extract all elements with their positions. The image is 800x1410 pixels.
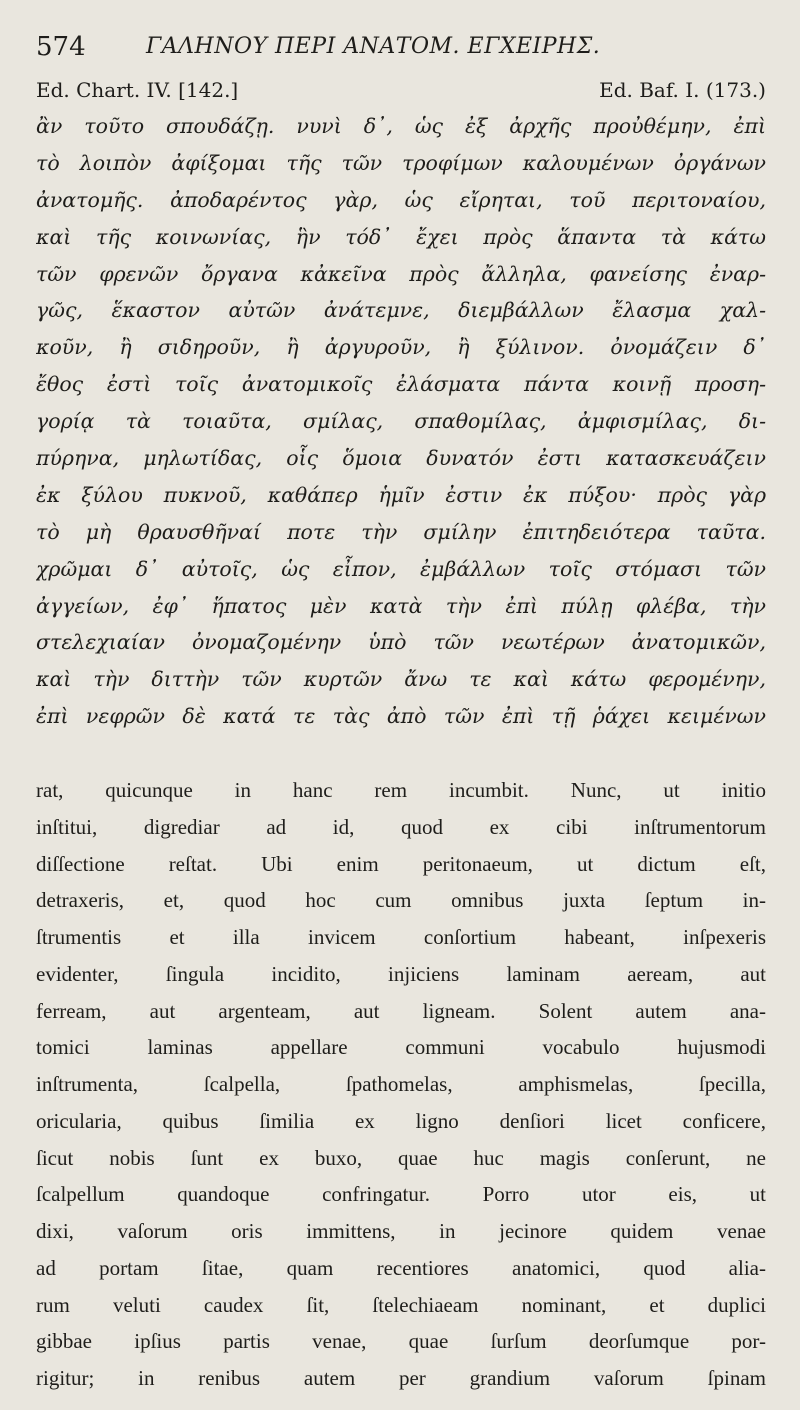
greek-text-line: ἔθος ἐστὶ τοῖς ἀνατομικοῖς ἐλάσματα πάντα κοινῇ προση- xyxy=(36,372,766,397)
latin-text-line: inſtitui, digrediar ad id, quod ex cibi inſtrumentorum xyxy=(36,814,766,839)
greek-text-line: τὸ μὴ θραυσθῆναί ποτε τὴν σμίλην ἐπιτηδειότερα ταῦτα. xyxy=(36,519,766,544)
latin-text-line: detraxeris, et, quod hoc cum omnibus juxta ſeptum in- xyxy=(36,888,766,913)
edition-chart-reference: Ed. Chart. IV. [142.] xyxy=(36,78,239,102)
greek-text-line: καὶ τῆς κοινωνίας, ἣν τόδ᾽ ἔχει πρὸς ἅπαντα τὰ κάτω xyxy=(36,224,766,249)
page-number: 574 xyxy=(36,32,86,62)
latin-text-line: ad portam ſitae, quam recentiores anatomici, quod alia- xyxy=(36,1255,766,1280)
latin-text-line: dixi, vaſorum oris immittens, in jecinore quidem venae xyxy=(36,1219,766,1243)
latin-text-line: ſcalpellum quandoque confringatur. Porro utor eis, ut xyxy=(36,1182,766,1207)
latin-text-line: tomici laminas appellare communi vocabulo hujusmodi xyxy=(36,1035,766,1060)
greek-text-line: γῶς, ἕκαστον αὐτῶν ἀνάτεμνε, διεμβάλλων ἔλασμα χαλ- xyxy=(36,298,766,323)
latin-text-line: rat, quicunque in hanc rem incumbit. Nunc, ut initio xyxy=(36,778,766,802)
latin-text-line: gibbae ipſius partis venae, quae ſurſum deorſumque por- xyxy=(36,1329,766,1354)
greek-text-line: ἀνατομῆς. ἀποδαρέντος γὰρ, ὡς εἴρηται, τοῦ περιτοναίου, xyxy=(36,187,766,212)
greek-text-line: ἐκ ξύλου πυκνοῦ, καθάπερ ἡμῖν ἐστιν ἐκ πύξου· πρὸς γὰρ xyxy=(36,482,766,507)
latin-text-line: diſſectione reſtat. Ubi enim peritonaeum, ut dictum eſt, xyxy=(36,851,766,876)
greek-text-line: τὸ λοιπὸν ἀφίξομαι τῆς τῶν τροφίμων καλουμένων ὀργάνων xyxy=(36,150,766,175)
edition-references xyxy=(36,78,766,106)
greek-text-block xyxy=(36,108,766,735)
greek-text-line: στελεχιαίαν ὀνομαζομένην ὑπὸ τῶν νεωτέρων ἀνατομικῶν, xyxy=(36,630,766,655)
latin-text-block xyxy=(36,772,766,1397)
running-title: ΓΑΛΗΝΟΥ ΠΕΡΙ ΑΝΑΤΟΜ. ΕΓΧΕΙΡΗΣ. xyxy=(146,34,601,59)
latin-text-line: inſtrumenta, ſcalpella, ſpathomelas, amphismelas, ſpecilla, xyxy=(36,1072,766,1096)
latin-text-line: evidenter, ſingula incidito, injiciens laminam aeream, aut xyxy=(36,961,766,986)
greek-text-line: χρῶμαι δ᾽ αὐτοῖς, ὡς εἶπον, ἐμβάλλων τοῖς στόμασι τῶν xyxy=(36,556,766,581)
greek-text-line: ἂν τοῦτο σπουδάζῃ. νυνὶ δ᾽, ὡς ἐξ ἀρχῆς προὐθέμην, ἐπὶ xyxy=(36,114,766,138)
greek-text-line: γορίᾳ τὰ τοιαῦτα, σμίλας, σπαθομίλας, ἀμφισμίλας, δι- xyxy=(36,409,766,434)
greek-text-line: ἀγγείων, ἐφ᾽ ἥπατος μὲν κατὰ τὴν ἐπὶ πύλῃ φλέβα, τὴν xyxy=(36,593,766,618)
edition-basel-reference: Ed. Baf. I. (173.) xyxy=(599,78,766,102)
greek-text-line: κοῦν, ἢ σιδηροῦν, ἢ ἀργυροῦν, ἢ ξύλινον. ὀνομάζειν δ᾽ xyxy=(36,335,766,360)
latin-text-line: ferream, aut argenteam, aut ligneam. Solent autem ana- xyxy=(36,998,766,1023)
greek-text-line: ἐπὶ νεφρῶν δὲ κατά τε τὰς ἀπὸ τῶν ἐπὶ τῇ ῥάχει κειμένων xyxy=(36,704,766,729)
greek-text-line: τῶν φρενῶν ὄργανα κἀκεῖνα πρὸς ἄλληλα, φανείσης ἐναρ- xyxy=(36,261,766,286)
latin-text-line: rum veluti caudex ſit, ſtelechiaeam nominant, et duplici xyxy=(36,1292,766,1317)
latin-text-line: ſicut nobis ſunt ex buxo, quae huc magis conſerunt, ne xyxy=(36,1145,766,1170)
latin-text-line: ſtrumentis et illa invicem conſortium habeant, inſpexeris xyxy=(36,925,766,949)
page-header xyxy=(36,30,776,64)
greek-text-line: πύρηνα, μηλωτίδας, οἷς ὅμοια δυνατόν ἐστι κατασκευάζειν xyxy=(36,446,766,471)
latin-text-line: rigitur; in renibus autem per grandium vaſorum ſpinam xyxy=(36,1366,766,1390)
greek-text-line: καὶ τὴν διττὴν τῶν κυρτῶν ἄνω τε καὶ κάτω φερομένην, xyxy=(36,667,766,692)
latin-text-line: oricularia, quibus ſimilia ex ligno denſiori licet conficere, xyxy=(36,1108,766,1133)
